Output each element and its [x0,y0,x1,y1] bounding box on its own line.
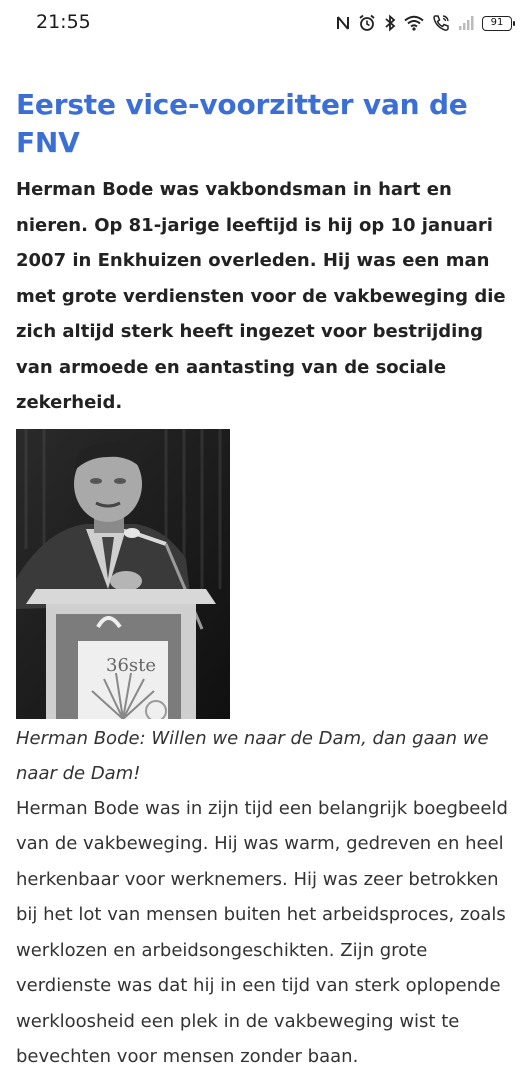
signal-icon [458,15,474,31]
alarm-icon [358,14,376,32]
status-icons [336,12,512,34]
bluetooth-icon [384,14,396,32]
article-body: Herman Bode was in zijn tijd een belangrijk boegbeeld van de vakbeweging. Hij was warm, gedreven en heel herkenbaar voor werknemers. Hij was zeer betrokken bij het lot van mensen buiten het arbeidsproces, zoals werklozen en arbeidsongeschikten. Zijn grote verdienste was dat hij in een tijd van sterk oplopende werkloosheid een plek in de vakbeweging wist te bevechten voor mensen zonder baan. [16,797,508,1067]
article-lead: Herman Bode was vakbondsman in hart en nieren. Op 81-jarige leeftijd is hij op 10 januari 2007 in Enkhuizen overleden. Hij was een man met grote verdiensten voor de vakbeweging die zich altijd sterk heeft ingezet voor bestrijding van armoede en aantasting van de sociale zekerheid. [16,179,506,413]
call-icon [432,14,450,32]
status-bar [0,0,532,46]
article [16,86,522,1075]
photo-speaker-illustration [16,429,230,719]
article-title: Eerste vice-voorzitter van de FNV [16,88,468,159]
status-time: 21:55 [36,11,91,33]
wifi-icon [404,15,424,31]
photo-sign-text: 36ste [106,654,157,676]
nfc-icon [336,15,350,31]
photo-caption: Herman Bode: Willen we naar de Dam, dan gaan we naar de Dam! [16,727,489,784]
article-photo[interactable] [16,429,230,719]
battery-icon: 91 [482,16,512,31]
